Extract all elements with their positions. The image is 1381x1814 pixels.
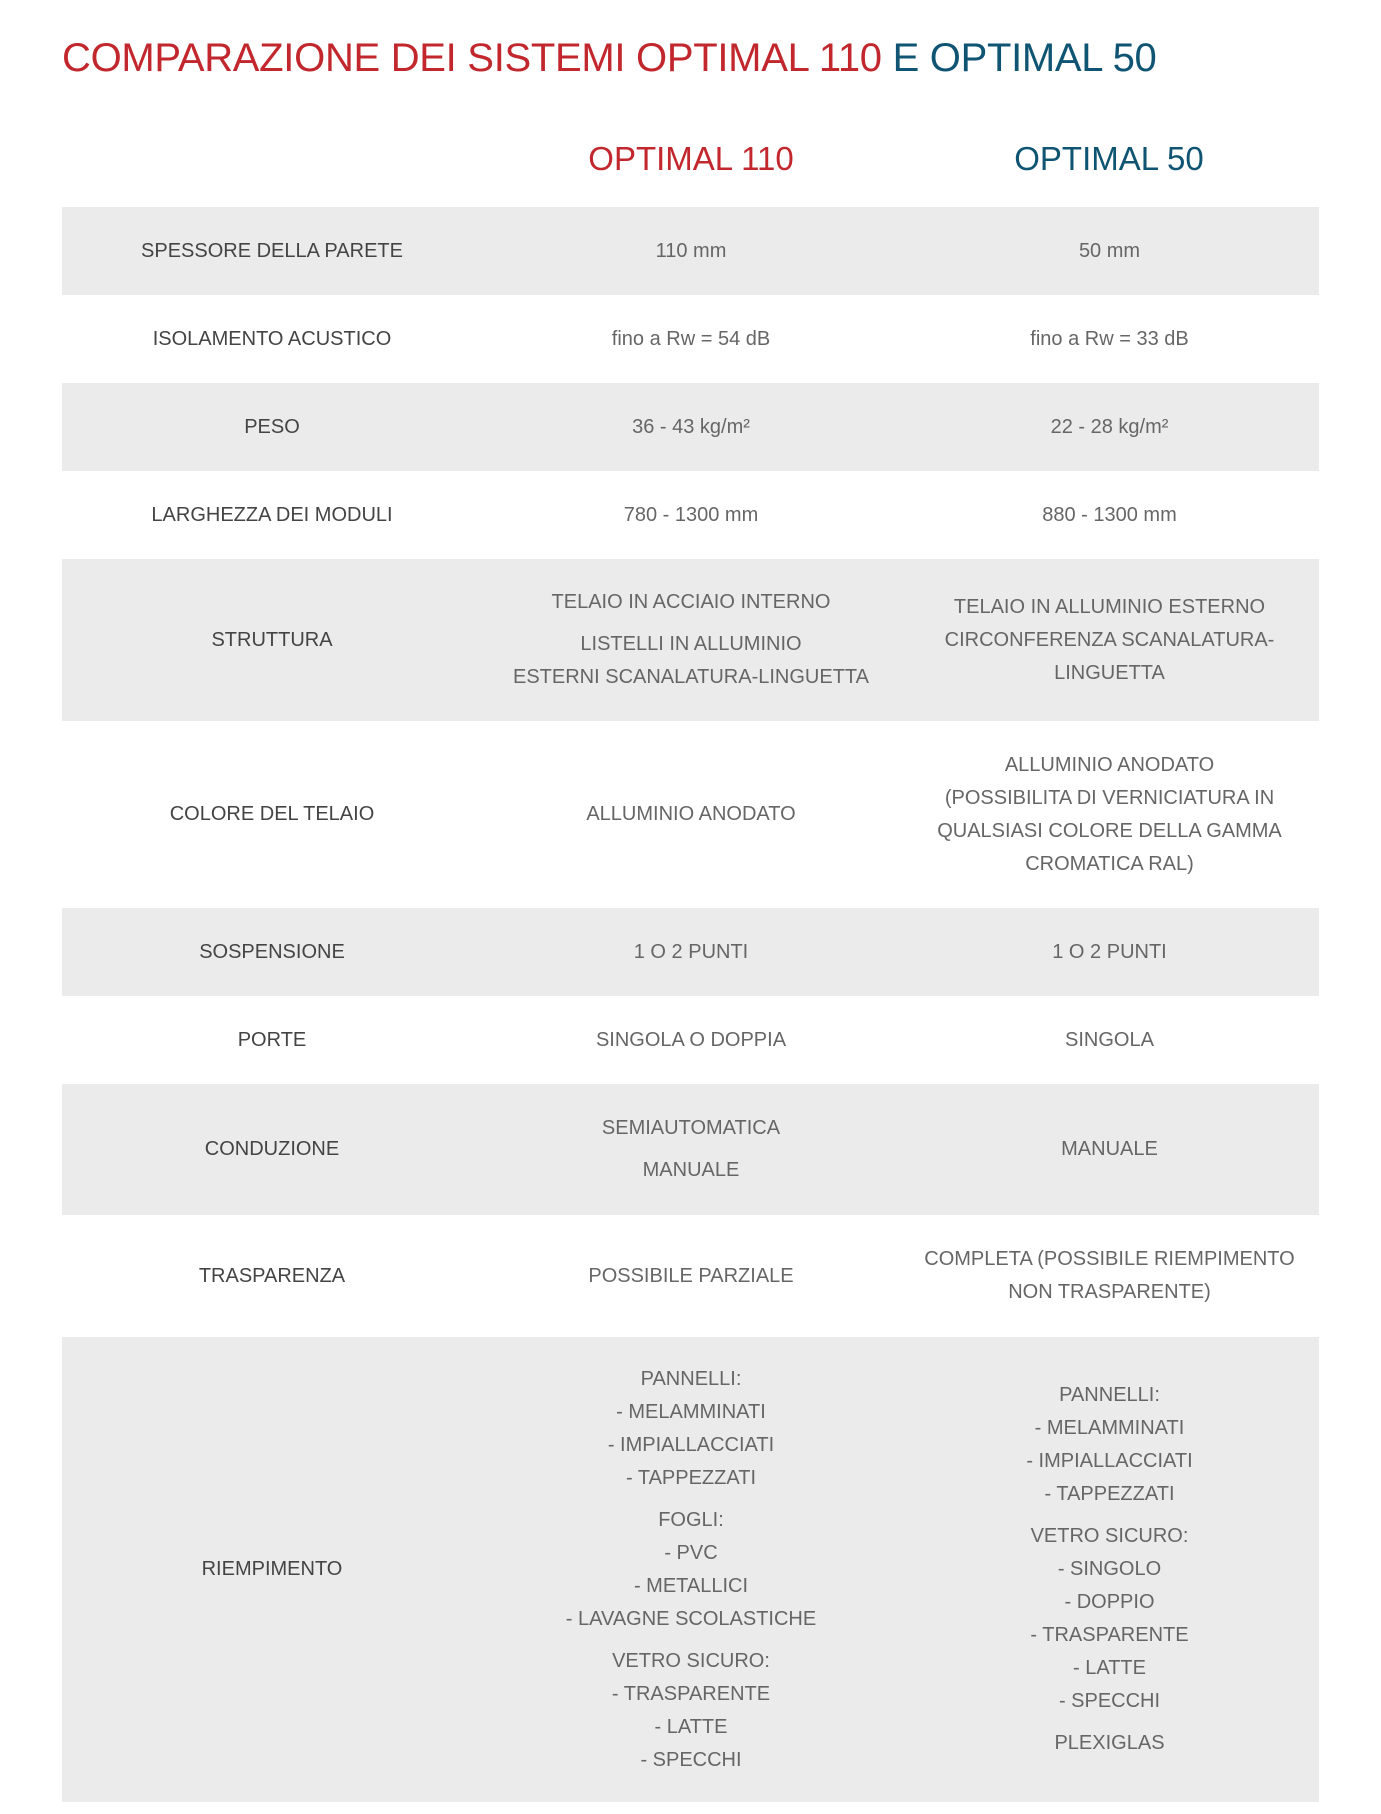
row-label: TRASPARENZA: [198, 1264, 346, 1287]
value-optimal-50: [900, 936, 1319, 969]
value-line: POSSIBILE PARZIALE: [588, 1264, 794, 1287]
value-line: PANNELLI:: [640, 1367, 742, 1390]
value-optimal-110: [482, 1260, 900, 1293]
row-label: PESO: [244, 415, 300, 438]
row-label: SPESSORE DELLA PARETE: [141, 239, 403, 262]
value-line: - MELAMMINATI: [1034, 1417, 1185, 1439]
value-optimal-110: [482, 936, 900, 969]
value-line: CROMATICA RAL): [1025, 852, 1194, 875]
value-line: QUALSIASI COLORE DELLA GAMMA: [937, 819, 1282, 842]
value-line: 36 - 43 kg/m²: [632, 415, 750, 438]
value-optimal-50: [900, 411, 1319, 444]
value-line: - LATTE: [654, 1715, 728, 1738]
value-line: MANUALE: [1061, 1138, 1158, 1160]
value-optimal-110: [482, 1024, 900, 1057]
value-block: [492, 586, 890, 619]
table-row: [62, 1337, 1319, 1802]
value-line: (POSSIBILITA DI VERNICIATURA IN: [944, 786, 1275, 809]
value-block: [492, 1154, 890, 1187]
value-block: [910, 749, 1309, 881]
value-optimal-110: [482, 1112, 900, 1187]
value-line: - SPECCHI: [1058, 1690, 1161, 1712]
value-line: - DOPPIO: [1064, 1591, 1155, 1613]
value-line: - TAPPEZZATI: [625, 1466, 756, 1489]
value-line: - LAVAGNE SCOLASTICHE: [565, 1607, 817, 1630]
value-block: [910, 323, 1309, 356]
table-row: [62, 721, 1319, 908]
value-optimal-50: [900, 1379, 1319, 1760]
value-line: SINGOLA O DOPPIA: [595, 1028, 787, 1051]
table-row: [62, 383, 1319, 471]
value-line: SEMIAUTOMATICA: [601, 1117, 781, 1139]
value-block: [910, 1133, 1309, 1166]
value-line: 780 - 1300 mm: [623, 503, 759, 526]
value-block: [910, 235, 1309, 268]
table-row: [62, 471, 1319, 559]
value-block: [492, 323, 890, 356]
value-optimal-50: [900, 235, 1319, 268]
value-optimal-50: [900, 1024, 1319, 1057]
value-optimal-50: [900, 591, 1319, 690]
value-line: - IMPIALLACCIATI: [607, 1433, 775, 1456]
value-block: [492, 628, 890, 694]
value-optimal-110: [482, 586, 900, 694]
value-block: [492, 1112, 890, 1145]
value-block: [492, 1363, 890, 1495]
value-optimal-50: [900, 323, 1319, 356]
value-line: FOGLI:: [658, 1508, 724, 1531]
value-line: ALLUMINIO ANODATO: [1004, 753, 1215, 776]
value-block: [492, 1024, 890, 1057]
value-line: 110 mm: [655, 239, 727, 262]
value-line: 1 O 2 PUNTI: [633, 940, 749, 963]
value-block: [492, 1504, 890, 1636]
value-block: [492, 411, 890, 444]
value-line: - TAPPEZZATI: [1044, 1483, 1175, 1505]
row-label: CONDUZIONE: [204, 1138, 340, 1160]
value-line: - SPECCHI: [640, 1748, 742, 1771]
value-line: - TRASPARENTE: [1030, 1624, 1189, 1646]
value-block: [492, 1645, 890, 1777]
value-line: MANUALE: [642, 1159, 740, 1181]
column-header-optimal-50: OPTIMAL 50: [1014, 140, 1204, 177]
value-line: LISTELLI IN ALLUMINIO: [580, 633, 802, 655]
value-line: CIRCONFERENZA SCANALATURA-: [944, 628, 1275, 651]
value-line: - PVC: [664, 1541, 718, 1564]
value-line: ALLUMINIO ANODATO: [586, 803, 796, 825]
value-optimal-110: [482, 798, 900, 831]
value-line: fino a Rw = 54 dB: [611, 327, 771, 350]
value-line: - LATTE: [1073, 1657, 1146, 1679]
value-optimal-50: [900, 499, 1319, 532]
value-block: [910, 1520, 1309, 1718]
table-row: [62, 908, 1319, 996]
row-label: LARGHEZZA DEI MODULI: [151, 503, 393, 526]
value-line: NON TRASPARENTE): [1008, 1281, 1211, 1303]
value-line: - METALLICI: [633, 1574, 749, 1597]
value-block: [910, 936, 1309, 969]
column-header-optimal-110: OPTIMAL 110: [588, 140, 794, 177]
value-line: COMPLETA (POSSIBILE RIEMPIMENTO: [924, 1248, 1295, 1270]
value-line: 1 O 2 PUNTI: [1052, 940, 1167, 963]
value-line: PANNELLI:: [1059, 1384, 1160, 1406]
value-block: [910, 1243, 1309, 1309]
value-optimal-50: [900, 749, 1319, 881]
page-title-part1: COMPARAZIONE DEI SISTEMI OPTIMAL 110: [62, 36, 882, 80]
value-optimal-110: [482, 499, 900, 532]
value-line: 22 - 28 kg/m²: [1050, 415, 1169, 438]
value-line: 880 - 1300 mm: [1042, 503, 1177, 526]
table-row: [62, 996, 1319, 1084]
value-optimal-110: [482, 1363, 900, 1777]
value-block: [492, 235, 890, 268]
value-line: TELAIO IN ACCIAIO INTERNO: [551, 591, 831, 613]
value-line: VETRO SICURO:: [612, 1649, 770, 1672]
value-optimal-50: [900, 1133, 1319, 1166]
value-line: ESTERNI SCANALATURA-LINGUETTA: [513, 666, 869, 688]
page-title-part2: E OPTIMAL 50: [892, 36, 1157, 80]
value-block: [492, 1260, 890, 1293]
value-line: - SINGOLO: [1057, 1558, 1162, 1580]
value-line: - TRASPARENTE: [611, 1682, 771, 1705]
value-optimal-50: [900, 1243, 1319, 1309]
row-label: COLORE DEL TELAIO: [169, 803, 375, 825]
value-block: [910, 1379, 1309, 1511]
row-label: SOSPENSIONE: [199, 940, 345, 963]
page-title: [62, 36, 1156, 81]
row-label: PORTE: [237, 1028, 307, 1051]
value-line: fino a Rw = 33 dB: [1030, 327, 1189, 350]
value-line: LINGUETTA: [1054, 661, 1165, 684]
value-optimal-110: [482, 235, 900, 268]
table-row: [62, 559, 1319, 721]
row-label: STRUTTURA: [211, 628, 333, 651]
value-line: PLEXIGLAS: [1054, 1732, 1165, 1754]
value-line: TELAIO IN ALLUMINIO ESTERNO: [953, 595, 1266, 618]
value-line: SINGOLA: [1065, 1028, 1154, 1051]
value-line: - MELAMMINATI: [616, 1400, 766, 1423]
value-block: [492, 499, 890, 532]
value-block: [492, 798, 890, 831]
value-optimal-110: [482, 323, 900, 356]
value-block: [910, 1727, 1309, 1760]
value-line: 50 mm: [1078, 239, 1141, 262]
value-block: [910, 591, 1309, 690]
value-optimal-110: [482, 411, 900, 444]
table-row: [62, 295, 1319, 383]
comparison-table: [62, 207, 1319, 1802]
value-block: [492, 936, 890, 969]
table-row: [62, 1215, 1319, 1337]
row-label: ISOLAMENTO ACUSTICO: [152, 327, 392, 350]
value-block: [910, 499, 1309, 532]
value-block: [910, 1024, 1309, 1057]
value-line: VETRO SICURO:: [1030, 1525, 1189, 1547]
row-label: RIEMPIMENTO: [201, 1558, 343, 1580]
table-row: [62, 207, 1319, 295]
table-row: [62, 1084, 1319, 1215]
value-line: - IMPIALLACCIATI: [1026, 1450, 1193, 1472]
value-block: [910, 411, 1309, 444]
